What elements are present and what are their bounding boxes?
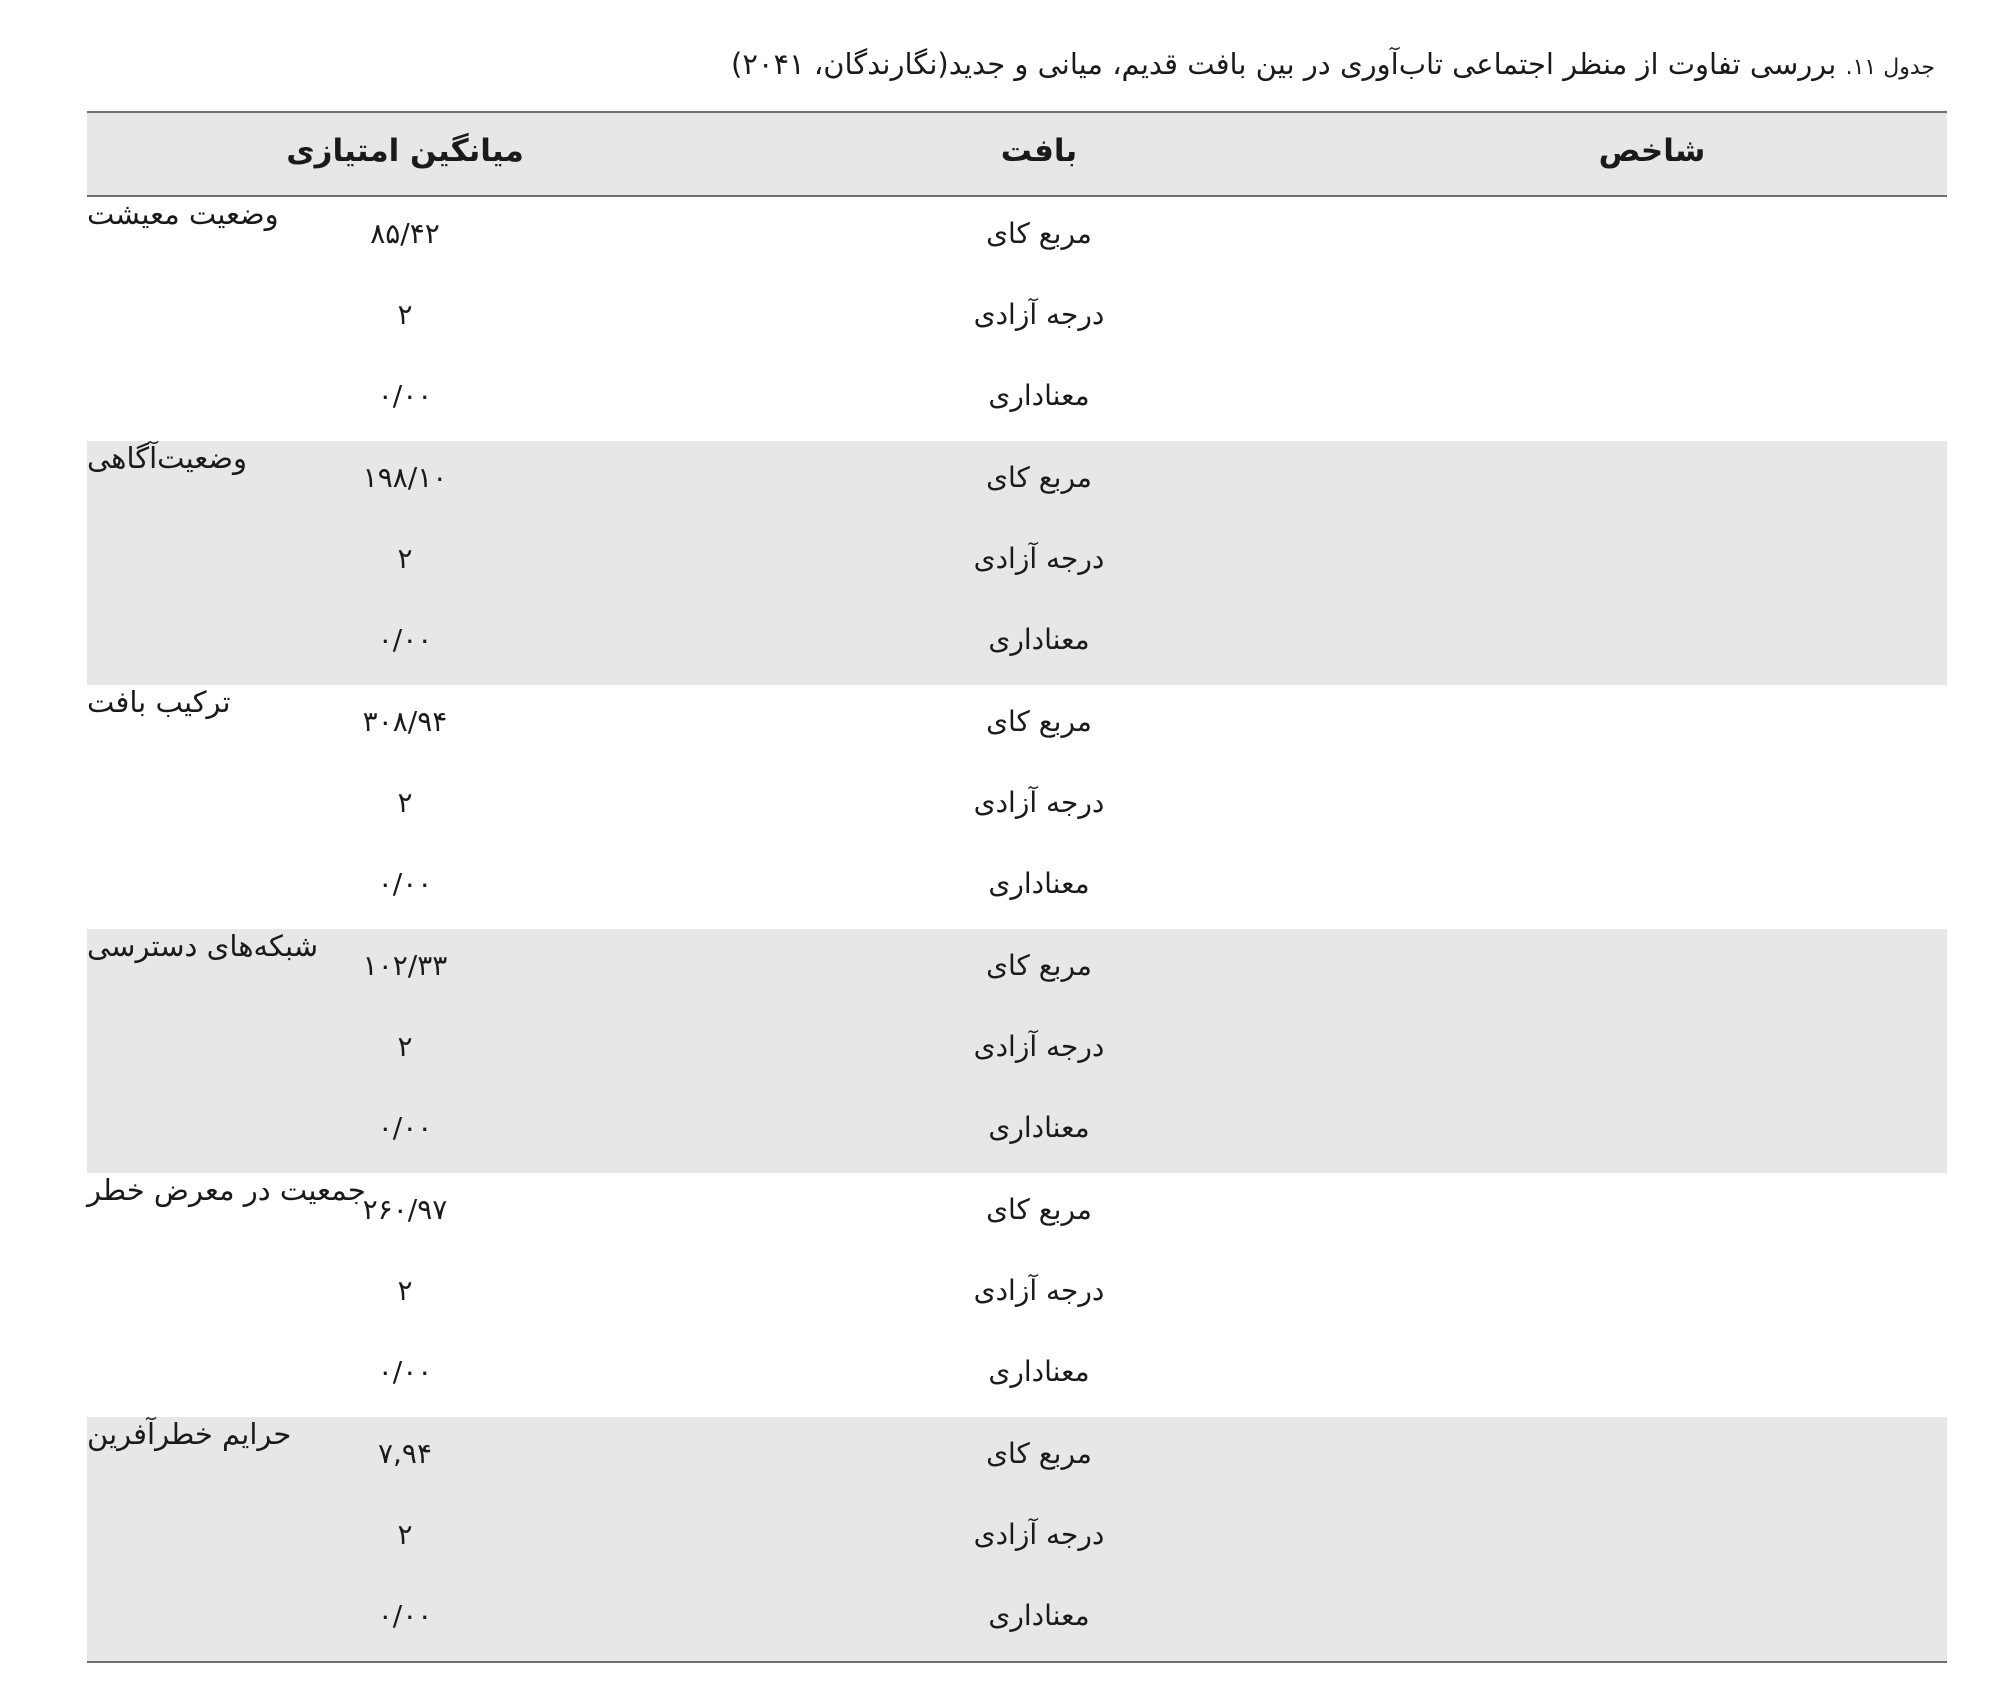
data-table (87, 111, 1947, 1663)
stat-value: ۰/۰۰ (377, 1355, 433, 1388)
stat-name: درجه آزادی (973, 542, 1105, 575)
stat-value: ۰/۰۰ (377, 1111, 433, 1144)
group-hazardous-zones (87, 1417, 1947, 1661)
group-label: وضعیت معیشت (87, 197, 279, 231)
table-row (87, 359, 1947, 440)
table-row (87, 685, 1947, 766)
stat-name: مربع کای (986, 217, 1092, 250)
stat-value: ۲ (397, 1518, 413, 1551)
stat-name: مربع کای (986, 705, 1092, 738)
table-row (87, 441, 1947, 522)
stat-name: درجه آزادی (973, 786, 1105, 819)
header-indicator: شاخص (1598, 133, 1706, 169)
stat-value: ۲۶۰/۹۷ (362, 1193, 448, 1226)
caption-text: بررسی تفاوت از منظر اجتماعی تاب‌آوری در بین بافت قدیم، میانی و جدید(نگارندگان، ۲۰۴۱) (731, 47, 1837, 81)
stat-name: معناداری (988, 1355, 1090, 1388)
table-row (87, 278, 1947, 359)
stat-name: مربع کای (986, 949, 1092, 982)
stat-value: ۲ (397, 298, 413, 331)
group-livelihood (87, 197, 1947, 441)
group-access-networks (87, 929, 1947, 1173)
caption-number: جدول ۱۱. (1845, 55, 1935, 80)
stat-name: معناداری (988, 623, 1090, 656)
stat-value: ۰/۰۰ (377, 1599, 433, 1632)
table-header (87, 113, 1947, 197)
stat-name: درجه آزادی (973, 1274, 1105, 1307)
group-label: وضعیت‌آگاهی (87, 441, 248, 475)
stat-name: معناداری (988, 379, 1090, 412)
group-population-at-risk (87, 1173, 1947, 1417)
stat-name: مربع کای (986, 1193, 1092, 1226)
group-texture-composition (87, 685, 1947, 929)
stat-value: ۳۰۸/۹۴ (362, 705, 448, 738)
table-row (87, 929, 1947, 1010)
header-texture: بافت (1000, 133, 1078, 169)
table-row (87, 1010, 1947, 1091)
stat-name: درجه آزادی (973, 1518, 1105, 1551)
table-row (87, 1091, 1947, 1172)
stat-value: ۷,۹۴ (377, 1437, 433, 1470)
stat-value: ۰/۰۰ (377, 379, 433, 412)
header-mean-score: میانگین امتیازی (286, 133, 524, 169)
table-row (87, 1335, 1947, 1416)
group-label: شبکه‌های دسترسی (87, 929, 319, 963)
stat-value: ۰/۰۰ (377, 623, 433, 656)
table-row (87, 847, 1947, 928)
stat-value: ۲ (397, 542, 413, 575)
stat-name: معناداری (988, 867, 1090, 900)
stat-value: ۸۵/۴۲ (370, 217, 440, 250)
stat-name: مربع کای (986, 1437, 1092, 1470)
stat-value: ۱۰۲/۳۳ (362, 949, 448, 982)
stat-value: ۲ (397, 786, 413, 819)
group-awareness (87, 441, 1947, 685)
stat-name: مربع کای (986, 461, 1092, 494)
table-row (87, 1498, 1947, 1579)
group-label: حرایم خطرآفرین (87, 1417, 292, 1451)
table-row (87, 766, 1947, 847)
table-row (87, 603, 1947, 684)
table-row (87, 522, 1947, 603)
stat-name: معناداری (988, 1111, 1090, 1144)
table-caption (700, 42, 1935, 90)
table-row (87, 1579, 1947, 1660)
table-row (87, 1417, 1947, 1498)
stat-name: معناداری (988, 1599, 1090, 1632)
stat-value: ۲ (397, 1030, 413, 1063)
stat-name: درجه آزادی (973, 298, 1105, 331)
stat-value: ۲ (397, 1274, 413, 1307)
group-label: ترکیب بافت (87, 685, 231, 719)
stat-name: درجه آزادی (973, 1030, 1105, 1063)
group-label: جمعیت در معرض خطر (87, 1173, 366, 1207)
stat-value: ۰/۰۰ (377, 867, 433, 900)
stat-value: ۱۹۸/۱۰ (362, 461, 448, 494)
table-row (87, 197, 1947, 278)
table-row (87, 1173, 1947, 1254)
table-row (87, 1254, 1947, 1335)
